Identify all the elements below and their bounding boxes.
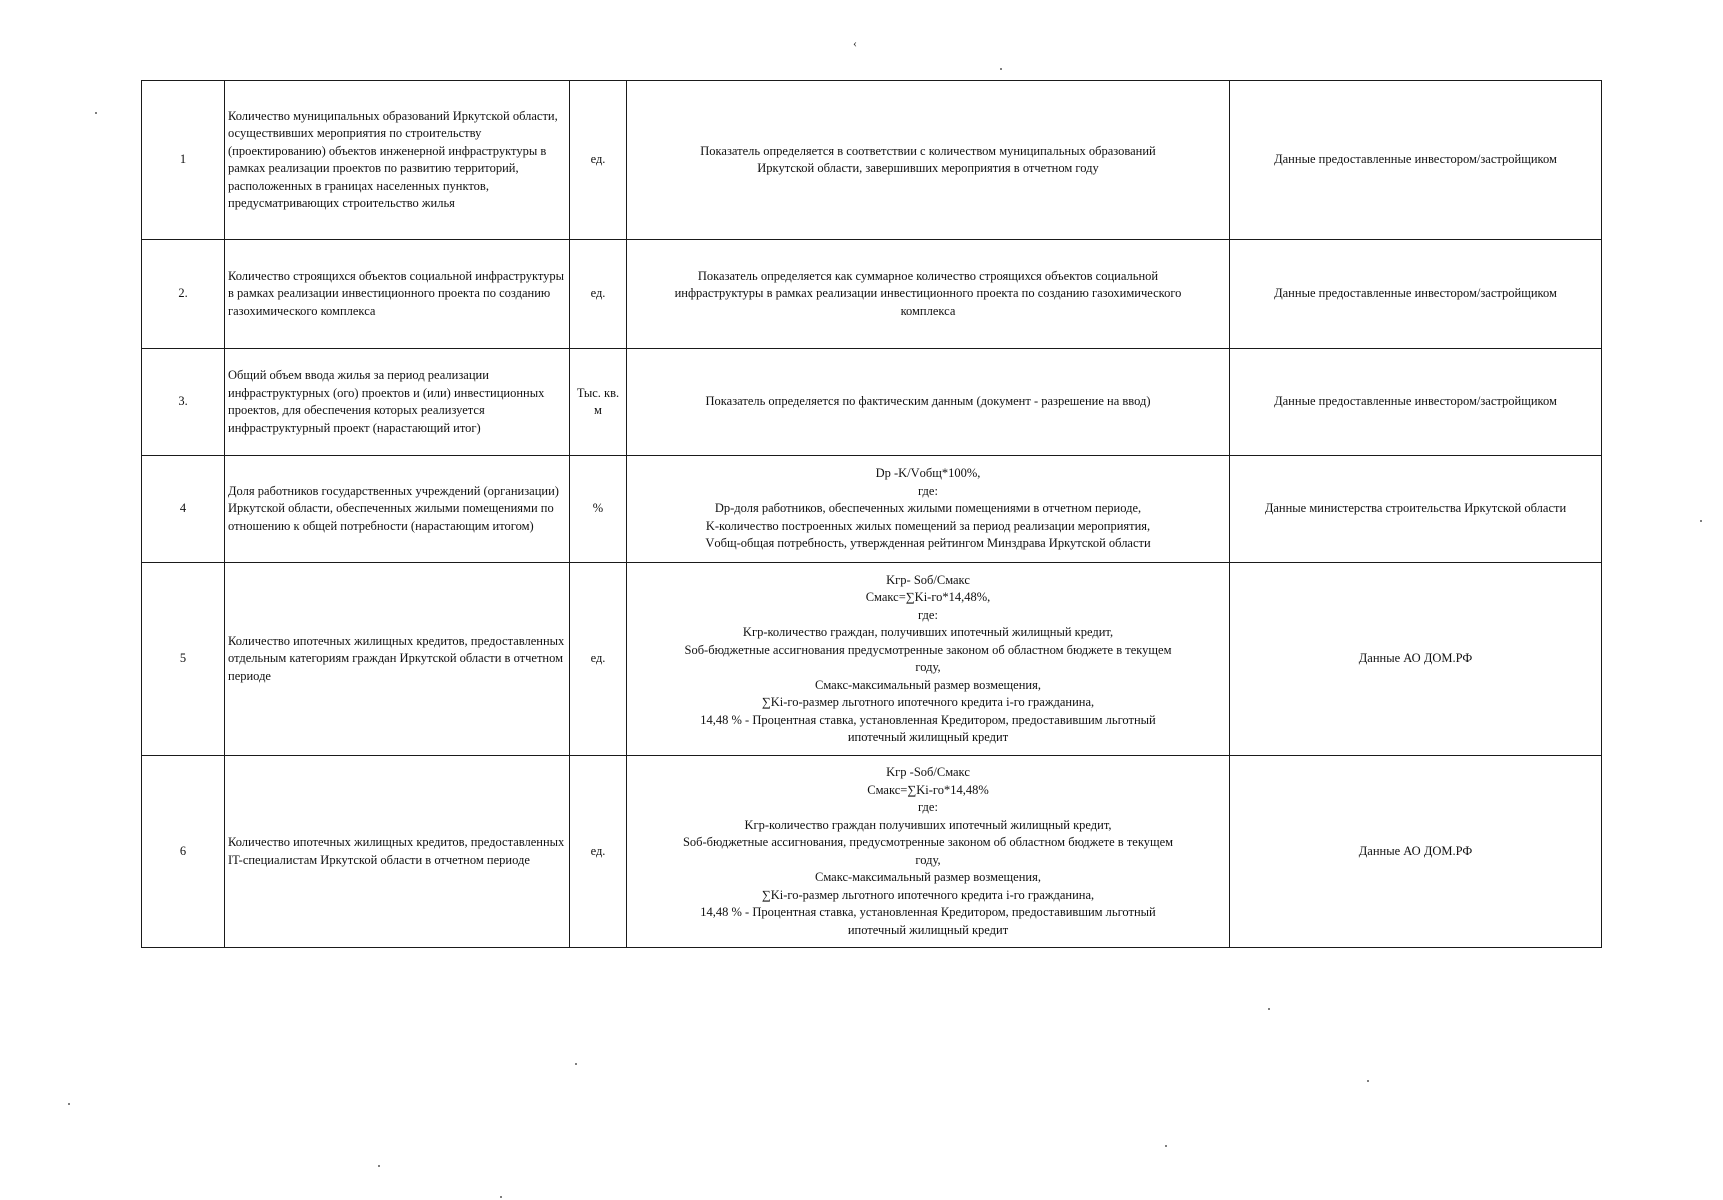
method-line: году, — [915, 852, 941, 867]
method-line: Смакс-максимальный размер возмещения, — [815, 677, 1041, 692]
data-source: Данные министерства строительства Иркутской области — [1230, 456, 1602, 563]
method-line: K-количество построенных жилых помещений за период реализации мероприятия, — [705, 518, 1151, 533]
table-row — [142, 349, 1602, 456]
unit-of-measure: ед. — [570, 756, 627, 948]
indicator-name: Количество муниципальных образований Иркутской области, осуществивших мероприятия по строительству (проектированию) объектов инженерной инфраструктуры в рамках реализации проектов по развитию территорий, расположенных в границах населенных пунктов, предусматривающих строительство жилья — [225, 81, 570, 240]
scan-speck — [1165, 1145, 1167, 1147]
page-mark: ‹ — [853, 36, 857, 50]
scan-speck — [1367, 1080, 1369, 1082]
calculation-method — [627, 563, 1230, 756]
method-line: Dp -K/Vобщ*100%, — [875, 466, 981, 481]
method-line: Смакс=∑Ki-го*14,48%, — [865, 590, 991, 604]
calculation-method — [627, 349, 1230, 456]
method-line: 14,48 % - Процентная ставка, установленная Кредитором, предоставившим льготный — [700, 905, 1156, 919]
method-line: где: — [918, 483, 938, 498]
table-row — [142, 563, 1602, 756]
unit-of-measure: ед. — [570, 240, 627, 349]
method-line: Иркутской области, завершивших мероприятия в отчетном году — [757, 161, 1099, 175]
method-line: Смакс-максимальный размер возмещения, — [815, 870, 1041, 884]
method-line: Показатель определяется в соответствии с количеством муниципальных образований — [700, 143, 1156, 158]
indicators-table — [141, 80, 1602, 948]
data-source: Данные предоставленные инвестором/застройщиком — [1230, 81, 1602, 240]
row-number: 5 — [142, 563, 225, 756]
method-line: 14,48 % - Процентная ставка, установленная Кредитором, предоставившим льготный — [700, 712, 1156, 727]
method-line: Kгр- Sоб/Смакс — [886, 572, 970, 587]
method-line: Sоб-бюджетные ассигнования, предусмотренные законом об областном бюджете в текущем — [682, 835, 1174, 849]
method-line: году, — [915, 660, 941, 674]
method-line: Показатель определяется как суммарное количество строящихся объектов социальной — [697, 268, 1159, 283]
method-line: где: — [918, 800, 938, 814]
table-row — [142, 81, 1602, 240]
row-number: 4 — [142, 456, 225, 563]
data-source: Данные предоставленные инвестором/застройщиком — [1230, 349, 1602, 456]
indicator-name: Доля работников государственных учреждений (организации) Иркутской области, обеспеченных жилыми помещениями по отношению к общей потребности (нарастающим итогом) — [225, 456, 570, 563]
unit-of-measure: % — [570, 456, 627, 563]
unit-of-measure: Тыс. кв. м — [570, 349, 627, 456]
row-number: 6 — [142, 756, 225, 948]
calculation-method — [627, 756, 1230, 948]
method-line: где: — [918, 607, 938, 622]
method-line: ∑Ki-го-размер льготного ипотечного кредита i-го гражданина, — [761, 887, 1095, 902]
method-line: Показатель определяется по фактическим данным (документ - разрешение на ввод) — [705, 394, 1151, 409]
method-line: Dp-доля работников, обеспеченных жилыми помещениями в отчетном периоде, — [714, 501, 1142, 516]
method-line: ипотечный жилищный кредит — [847, 730, 1009, 744]
method-line: ипотечный жилищный кредит — [847, 922, 1009, 937]
method-line: ∑Ki-го-размер льготного ипотечного кредита i-го гражданина, — [761, 695, 1095, 709]
row-number: 2. — [142, 240, 225, 349]
method-line: Sоб-бюджетные ассигнования предусмотренные законом об областном бюджете в текущем — [684, 642, 1172, 657]
table-row — [142, 240, 1602, 349]
table-row — [142, 756, 1602, 948]
scan-speck — [95, 112, 97, 114]
indicator-name: Общий объем ввода жилья за период реализации инфраструктурных (ого) проектов и (или) инвестиционных проектов, для обеспечения которых реализуется инфраструктурный проект (нарастающий итог) — [225, 349, 570, 456]
data-source: Данные АО ДОМ.РФ — [1230, 756, 1602, 948]
calculation-method — [627, 456, 1230, 563]
method-line: Kгр-количество граждан получивших ипотечный жилищный кредит, — [744, 817, 1112, 832]
scan-speck — [500, 1196, 502, 1198]
scan-speck — [1000, 68, 1002, 70]
indicator-name: Количество ипотечных жилищных кредитов, предоставленных IT-специалистам Иркутской области в отчетном периоде — [225, 756, 570, 948]
row-number: 3. — [142, 349, 225, 456]
scan-speck — [1268, 1008, 1270, 1010]
method-line: комплекса — [900, 303, 956, 318]
unit-of-measure: ед. — [570, 81, 627, 240]
calculation-method — [627, 240, 1230, 349]
scan-speck — [378, 1165, 380, 1167]
data-source: Данные АО ДОМ.РФ — [1230, 563, 1602, 756]
method-line: Vобщ-общая потребность, утвержденная рейтингом Минздрава Иркутской области — [705, 536, 1151, 551]
indicator-name: Количество строящихся объектов социальной инфраструктуры в рамках реализации инвестиционного проекта по созданию газохимического комплекса — [225, 240, 570, 349]
row-number: 1 — [142, 81, 225, 240]
indicator-name: Количество ипотечных жилищных кредитов, предоставленных отдельным категориям граждан Иркутской области в отчетном периоде — [225, 563, 570, 756]
calculation-method — [627, 81, 1230, 240]
method-line: Смакс=∑Ki-го*14,48% — [867, 782, 989, 797]
method-line: Kгр -Sоб/Смакс — [886, 765, 970, 779]
scan-speck — [575, 1063, 577, 1065]
data-source: Данные предоставленные инвестором/застройщиком — [1230, 240, 1602, 349]
scan-speck — [68, 1103, 70, 1105]
method-line: Kгр-количество граждан, получивших ипотечный жилищный кредит, — [742, 625, 1114, 639]
table-row — [142, 456, 1602, 563]
scan-speck — [1700, 520, 1702, 522]
method-line: инфраструктуры в рамках реализации инвестиционного проекта по созданию газохимического — [674, 286, 1182, 301]
unit-of-measure: ед. — [570, 563, 627, 756]
